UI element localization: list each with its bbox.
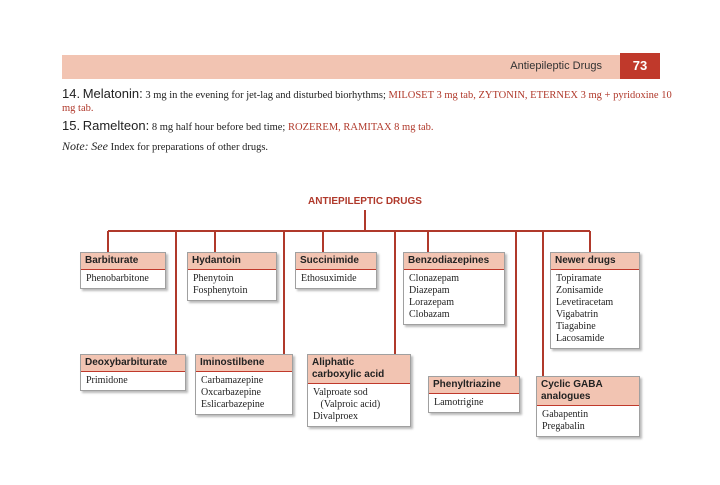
box-cyclic-gaba-analogues — [536, 376, 640, 437]
box-heading-line: Cyclic GABA — [541, 379, 603, 390]
box-heading: Barbiturate — [81, 253, 165, 270]
box-heading: Succinimide — [296, 253, 376, 270]
entry-drug-name: Melatonin: — [82, 86, 143, 101]
drug-item: Tiagabine — [556, 321, 596, 332]
drug-item: Ethosuximide — [301, 273, 357, 284]
box-heading-line: Aliphatic — [312, 357, 355, 368]
drug-item: Gabapentin — [542, 409, 589, 420]
drug-item: Pregabalin — [542, 421, 585, 432]
drug-item: Lorazepam — [409, 297, 454, 308]
note-text: Index for preparations of other drugs. — [110, 142, 269, 153]
box-heading: Iminostilbene — [196, 355, 292, 372]
drug-item: (Valproic acid) — [313, 399, 381, 410]
running-header-title: Antiepileptic Drugs — [510, 60, 602, 72]
entry-text: 8 mg half hour before bed time; — [151, 122, 286, 133]
box-heading-line: analogues — [541, 391, 591, 402]
drug-item: Diazepam — [409, 285, 450, 296]
box-heading: Benzodiazepines — [404, 253, 504, 270]
drug-item: Phenytoin — [193, 273, 234, 284]
drug-item: Valproate sod — [313, 387, 368, 398]
box-heading: Deoxybarbiturate — [81, 355, 185, 372]
drug-item: Clobazam — [409, 309, 450, 320]
box-phenyltriazine — [428, 376, 520, 413]
drug-item: Zonisamide — [556, 285, 604, 296]
drug-item: Carbamazepine — [201, 375, 264, 386]
drug-item: Oxcarbazepine — [201, 387, 261, 398]
entry-brands: ROZEREM, RAMITAX 8 mg tab. — [287, 122, 434, 133]
box-heading — [308, 355, 410, 384]
drug-item: Levetiracetam — [556, 297, 614, 308]
drug-item: Primidone — [86, 375, 128, 386]
box-heading: Hydantoin — [188, 253, 276, 270]
drug-item: Phenobarbitone — [86, 273, 149, 284]
drug-item: Lamotrigine — [434, 397, 484, 408]
box-heading — [537, 377, 639, 406]
drug-item: Lacosamide — [556, 333, 605, 344]
note-see: See — [91, 139, 108, 153]
drug-item: Fosphenytoin — [193, 285, 248, 296]
drug-item: Vigabatrin — [556, 309, 599, 320]
entry-number: 15. — [62, 118, 81, 133]
drug-item: Eslicarbazepine — [201, 399, 265, 410]
box-barbiturate — [80, 252, 166, 289]
drug-item: Divalproex — [313, 411, 358, 422]
box-heading: Phenyltriazine — [429, 377, 519, 394]
drug-item: Clonazepam — [409, 273, 459, 284]
box-newer-drugs — [550, 252, 640, 349]
box-iminostilbene — [195, 354, 293, 415]
box-heading: Newer drugs — [551, 253, 639, 270]
box-aliphatic-carboxylic-acid — [307, 354, 411, 427]
entry-number: 14. — [62, 86, 81, 101]
entry-drug-name: Ramelteon: — [82, 118, 150, 133]
box-hydantoin — [187, 252, 277, 301]
box-deoxybarbiturate — [80, 354, 186, 391]
entry-brands: MILOSET 3 mg tab, ZYTONIN, ETERNEX 3 mg + pyridoxine 10 mg tab. — [62, 90, 672, 114]
diagram-title: ANTIEPILEPTIC DRUGS — [308, 196, 422, 207]
note-label: Note: — [62, 139, 89, 153]
box-succinimide — [295, 252, 377, 289]
drug-item: Topiramate — [556, 273, 602, 284]
box-heading-line: carboxylic acid — [312, 369, 385, 380]
page-number: 73 — [620, 53, 660, 79]
entry-text: 3 mg in the evening for jet-lag and disturbed biorhythms; — [145, 90, 386, 101]
box-benzodiazepines — [403, 252, 505, 325]
